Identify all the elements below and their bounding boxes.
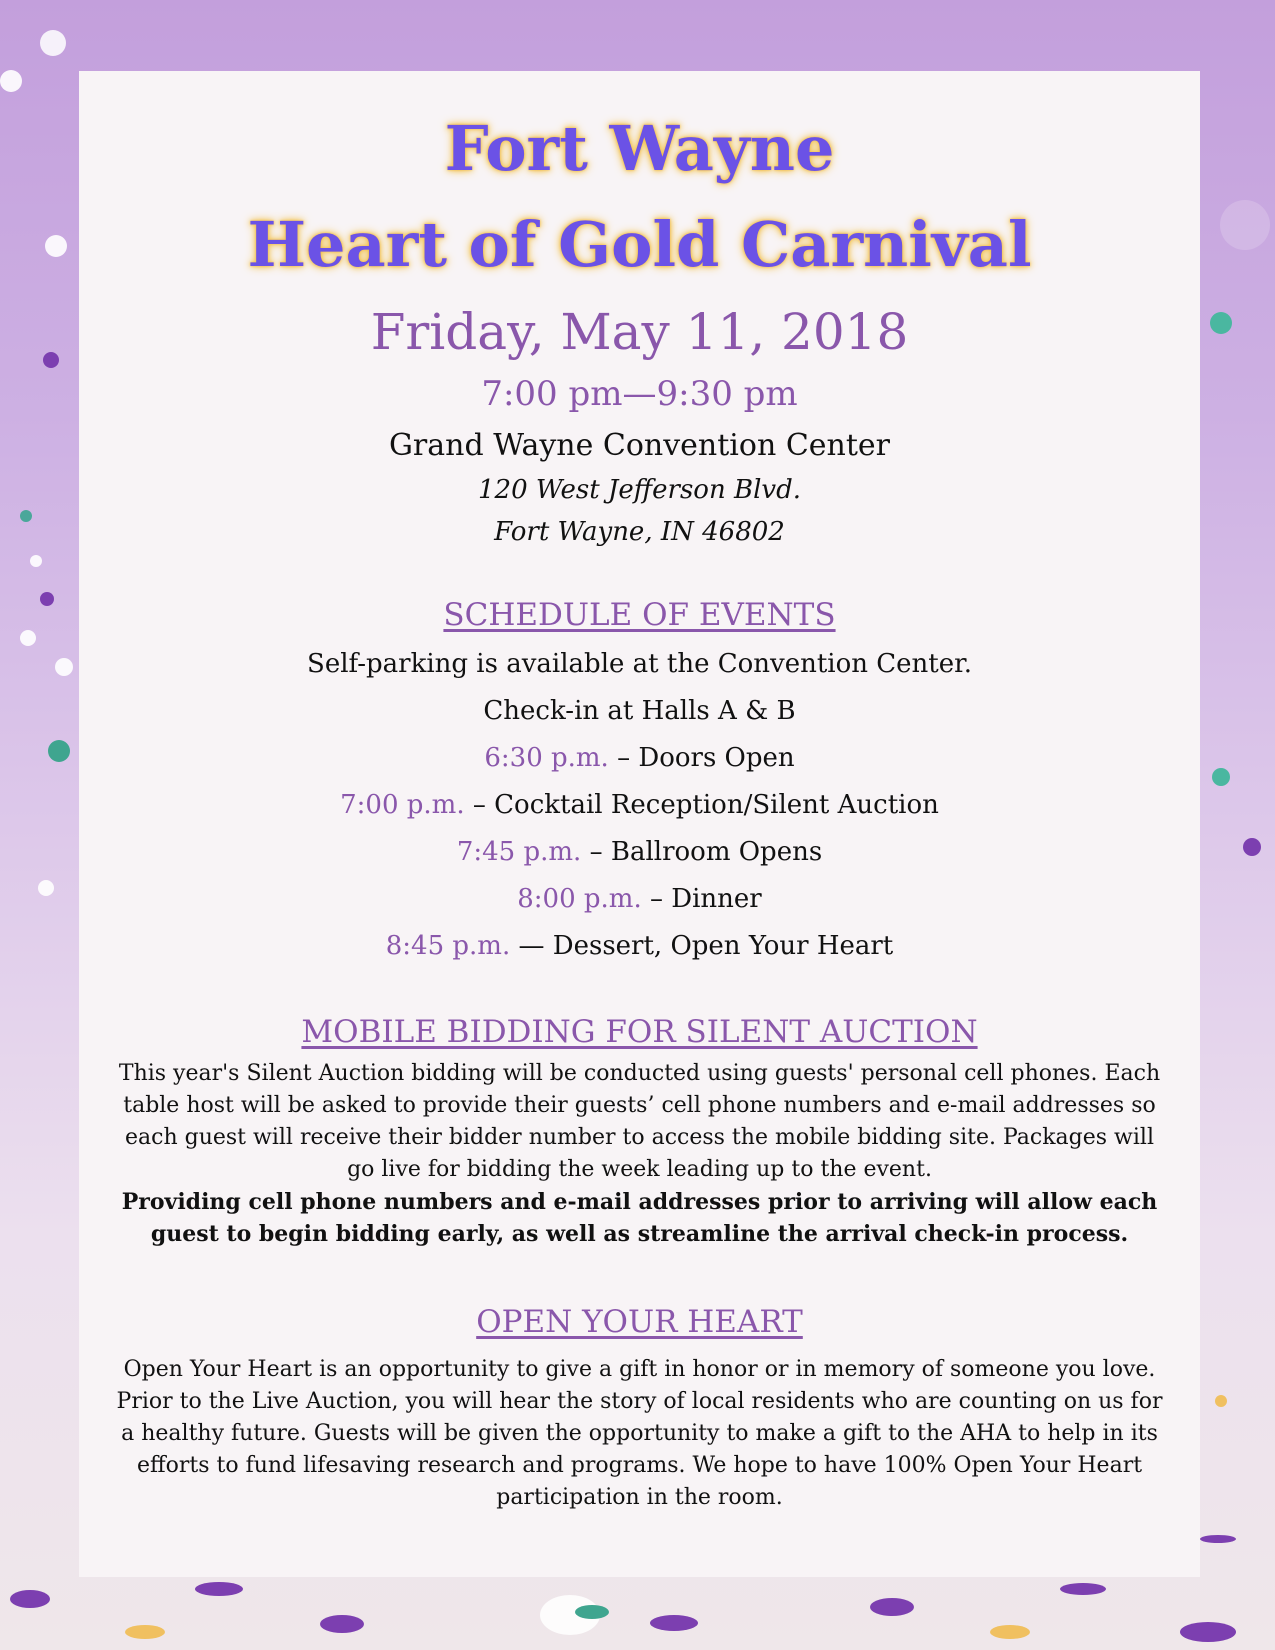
confetti-dot bbox=[870, 1598, 914, 1616]
schedule-label: Dinner bbox=[671, 884, 762, 914]
confetti-dot bbox=[650, 1615, 698, 1631]
schedule-separator: – bbox=[608, 743, 639, 773]
confetti-dot bbox=[55, 658, 73, 676]
confetti-dot bbox=[990, 1625, 1030, 1639]
title-line-2: Heart of Gold Carnival bbox=[247, 208, 1032, 281]
confetti-dot bbox=[1212, 768, 1230, 786]
open-your-heart-body: Open Your Heart is an opportunity to give a gift in honor or in memory of someone you love. Prior to the Live Auction, you will hear the story of local residents who are counting on us for a healthy future. Guests will be given the opportunity to make a gift to the AHA to help in its efforts to fund lifesaving research and programs. We hope to have 100% Open Your Heart participation in the room. bbox=[116, 1357, 1163, 1510]
flyer-panel bbox=[79, 71, 1200, 1577]
schedule-item bbox=[99, 876, 1180, 923]
schedule-item bbox=[99, 782, 1180, 829]
confetti-dot bbox=[45, 235, 67, 257]
confetti-dot bbox=[10, 1590, 50, 1608]
confetti-dot bbox=[1210, 312, 1232, 334]
confetti-dot bbox=[1180, 1622, 1236, 1642]
confetti-dot bbox=[1220, 200, 1270, 250]
confetti-dot bbox=[575, 1605, 609, 1619]
schedule-list bbox=[99, 735, 1180, 970]
confetti-dot bbox=[1200, 1535, 1236, 1543]
confetti-dot bbox=[20, 510, 32, 522]
event-time: 7:00 pm—9:30 pm bbox=[481, 374, 798, 414]
schedule-time: 8:45 p.m. bbox=[385, 931, 511, 961]
address-line-1: 120 West Jefferson Blvd. bbox=[477, 475, 801, 505]
confetti-dot bbox=[20, 630, 36, 646]
address-line-2: Fort Wayne, IN 46802 bbox=[494, 517, 785, 547]
confetti-dot bbox=[195, 1582, 243, 1596]
event-venue: Grand Wayne Convention Center bbox=[388, 428, 891, 463]
schedule-separator: — bbox=[510, 931, 553, 961]
open-your-heart-heading: OPEN YOUR HEART bbox=[476, 1304, 803, 1340]
open-your-heart-section bbox=[99, 1300, 1180, 1514]
schedule-label: Dessert, Open Your Heart bbox=[552, 931, 894, 961]
title-line-1: Fort Wayne bbox=[444, 112, 835, 185]
checkin-note: Check-in at Halls A & B bbox=[483, 696, 796, 726]
confetti-dot bbox=[43, 352, 59, 368]
confetti-dot bbox=[125, 1625, 165, 1639]
mobile-bidding-note: Providing cell phone numbers and e-mail addresses prior to arriving will allow each guest to begin bidding early, as well as streamline the arrival check-in process. bbox=[121, 1189, 1158, 1247]
schedule-time: 8:00 p.m. bbox=[517, 884, 642, 914]
schedule-label: Ballroom Opens bbox=[610, 837, 823, 867]
mobile-bidding-heading: MOBILE BIDDING FOR SILENT AUCTION bbox=[301, 1014, 978, 1050]
schedule-item bbox=[99, 829, 1180, 876]
schedule-separator: – bbox=[641, 884, 672, 914]
confetti-dot bbox=[38, 880, 54, 896]
schedule-item bbox=[99, 923, 1180, 970]
parking-note: Self-parking is available at the Convention Center. bbox=[307, 649, 972, 679]
confetti-dot bbox=[48, 740, 70, 762]
confetti-dot bbox=[0, 70, 22, 92]
schedule-separator: – bbox=[464, 790, 495, 820]
schedule-separator: – bbox=[581, 837, 611, 867]
schedule-time: 6:30 p.m. bbox=[484, 743, 609, 773]
confetti-dot bbox=[40, 592, 54, 606]
event-title bbox=[99, 101, 1180, 293]
confetti-dot bbox=[1243, 838, 1261, 856]
schedule-time: 7:45 p.m. bbox=[456, 837, 582, 867]
confetti-dot bbox=[1060, 1583, 1106, 1595]
schedule-heading: SCHEDULE OF EVENTS bbox=[443, 597, 836, 633]
schedule-label: Cocktail Reception/Silent Auction bbox=[494, 790, 939, 820]
schedule-item bbox=[99, 735, 1180, 782]
schedule-label: Doors Open bbox=[638, 743, 795, 773]
event-date: Friday, May 11, 2018 bbox=[370, 303, 909, 361]
confetti-dot bbox=[30, 555, 42, 567]
confetti-dot bbox=[320, 1615, 364, 1633]
mobile-bidding-body: This year's Silent Auction bidding will be conducted using guests' personal cell phones. Each table host will be asked to provide their guests’ cell phone numbers and e-mail addresses so each guest will receive their bidder number to access the mobile bidding site. Packages will go live for bidding the week leading up to the event. bbox=[118, 1061, 1161, 1182]
confetti-dot bbox=[1215, 1395, 1227, 1407]
schedule-section bbox=[99, 593, 1180, 970]
schedule-time: 7:00 p.m. bbox=[340, 790, 465, 820]
confetti-dot bbox=[40, 30, 66, 56]
mobile-bidding-section bbox=[99, 1010, 1180, 1250]
